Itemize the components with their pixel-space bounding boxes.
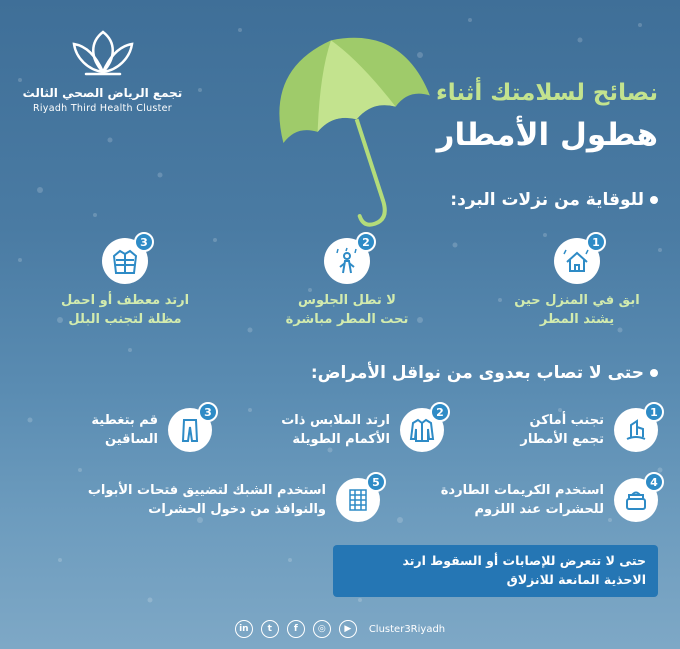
trousers-icon xyxy=(168,405,212,452)
tip-text: ابق في المنزل حين يشتد المطر xyxy=(514,293,640,327)
disease-tip-3 xyxy=(91,405,212,452)
house-rain-icon xyxy=(554,235,600,284)
title-line-1: نصائح لسلامتك أثناء xyxy=(435,80,658,106)
brand-name-arabic: تجمع الرياض الصحي الثالث xyxy=(22,86,183,100)
tip-number-badge: 3 xyxy=(134,232,154,252)
tip-text: لا تطل الجلوس تحت المطر مباشرة xyxy=(285,293,409,327)
long-sleeve-jacket-icon xyxy=(400,405,444,452)
bullet-icon xyxy=(650,196,658,204)
disease-tip-5 xyxy=(87,475,380,522)
tip-number-badge: 3 xyxy=(198,402,218,422)
mesh-screen-icon xyxy=(336,475,380,522)
twitter-icon[interactable]: t xyxy=(261,620,279,638)
tip-number-badge: 2 xyxy=(356,232,376,252)
puddle-icon xyxy=(614,405,658,452)
umbrella-illustration xyxy=(265,25,440,235)
coat-icon xyxy=(102,235,148,284)
section-cold-heading: للوقاية من نزلات البرد: xyxy=(450,190,658,210)
youtube-icon[interactable]: ▶ xyxy=(339,620,357,638)
tip-number-badge: 2 xyxy=(430,402,450,422)
tip-number-badge: 1 xyxy=(644,402,664,422)
tip-number-badge: 1 xyxy=(586,232,606,252)
tip-text: ارتد الملابس ذات الأكمام الطويلة xyxy=(281,412,390,447)
brand-logo xyxy=(20,28,185,114)
tip-text: استخدم الشبك لتضييق فتحات الأبواب والنوافذ من دخول الحشرات xyxy=(87,482,326,517)
slip-warning-banner: حتى لا تتعرض للإصابات أو السقوط ارتد الاحذية المانعة للانزلاق xyxy=(333,545,658,597)
tip-text: ارتد معطف أو احمل مظلة لتجنب البلل xyxy=(60,293,190,327)
brand-name-english: Riyadh Third Health Cluster xyxy=(32,103,173,114)
linkedin-icon[interactable]: in xyxy=(235,620,253,638)
instagram-icon[interactable]: ◎ xyxy=(313,620,331,638)
disease-tip-2 xyxy=(281,405,444,452)
tip-text: قم بتغطية الساقين xyxy=(91,412,158,447)
cold-tip-3 xyxy=(40,235,210,330)
tip-number-badge: 5 xyxy=(366,472,386,492)
tip-text: استخدم الكريمات الطاردة للحشرات عند اللزوم xyxy=(440,482,604,517)
facebook-icon[interactable]: f xyxy=(287,620,305,638)
tip-number-badge: 4 xyxy=(644,472,664,492)
title-line-2: هطول الأمطار xyxy=(436,117,658,153)
person-in-rain-icon xyxy=(324,235,370,284)
cold-tip-1 xyxy=(502,235,652,330)
tip-text: تجنب أماكن تجمع الأمطار xyxy=(520,412,604,447)
social-handle[interactable]: Cluster3Riyadh xyxy=(368,623,446,635)
lotus-logo-icon xyxy=(68,28,138,76)
disease-tip-1 xyxy=(520,405,658,452)
cream-jar-icon xyxy=(614,475,658,522)
disease-tip-4 xyxy=(440,475,658,522)
social-footer xyxy=(0,620,680,638)
cold-tip-2 xyxy=(272,235,422,330)
bullet-icon xyxy=(650,369,658,377)
section-disease-heading: حتى لا تصاب بعدوى من نواقل الأمراض: xyxy=(311,363,658,383)
